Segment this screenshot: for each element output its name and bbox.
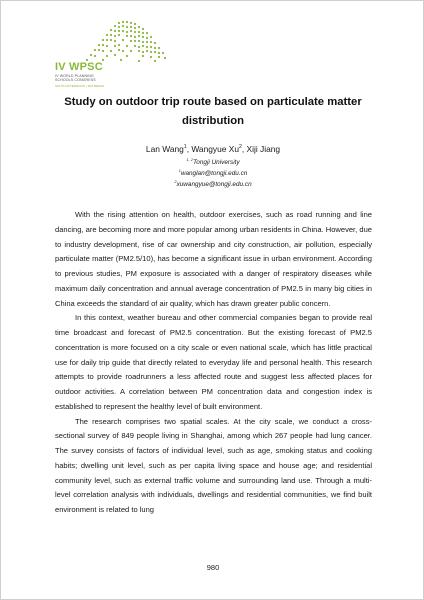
affiliation-superscript: 2 xyxy=(174,178,177,184)
logo-line-2: SCHOOLS CONGRESS xyxy=(55,78,96,82)
author-superscript: 1 xyxy=(183,144,187,151)
affiliation-email-2 xyxy=(61,180,365,189)
logo-wordmark: IV WPSC xyxy=(55,61,103,73)
author-list: Lan Wang$^1$, Wangyue Xu$^2$, Xiji Jiang xyxy=(145,144,281,154)
author-name: Xiji Jiang xyxy=(246,144,281,154)
body-paragraph: The research comprises two spatial scales. At the city scale, we conduct a cross-sectional survey of 849 people living in Shanghai, among which 267 people had lung cancer. The survey consists of factors of individual level, such as age, smoking status and cooking habits; dwelling unit level, such as per capita living space and house age; and residential community level, such as external traffic volume and surrounding land use. Through a multi-level correlation analysis with individuals, dwellings and residential communities, we find built environment is related to lung xyxy=(55,416,372,514)
email-address: wanglan@tongji.edu.cn xyxy=(180,170,248,177)
body-paragraph: With the rising attention on health, outdoor exercises, such as road running and line dancing, are becoming more and more popular among urban residents in China. However, due to industry development, rise of car ownership and city construction, air pollution, especially particulate matter (PM2.5/10), has become a significant issue in urban environment. According to previous studies, PM exposure is associated with a danger of respiratory diseases while maximum daily concentration and annual average concentration of PM2.5 in many big cities in China exceeds the standard of air quality, which has drawn greater public concern. xyxy=(55,210,372,308)
paper-title: Study on outdoor trip route based on particulate matter distribution xyxy=(64,96,362,127)
affiliation-superscript: 1 xyxy=(178,167,181,173)
author-name: Lan Wang xyxy=(145,144,184,154)
author-superscript: 2 xyxy=(238,144,242,151)
author-name: Wangyue Xu xyxy=(191,144,239,154)
logo-line-1: IV WORLD PLANNING xyxy=(55,74,94,78)
affiliation-email-1 xyxy=(61,169,365,178)
institution-name: Tongji University xyxy=(192,159,240,166)
body-paragraph: In this context, weather bureau and other commercial companies began to provide real time broadcast and forecast of PM2.5 concentration. But the existing forecast of PM2.5 concentration is more focused on a city scale or even national scale, which has little practical use for daily trip guide that directly related to everyday life and personal health. This research attempts to provide roadrunners a less affected route and suggest less affected places for outdoor activities. A correlation between PM concentration data and congestion index is established to represent the healthy level of built environment. xyxy=(55,313,372,411)
congress-logo xyxy=(55,19,175,91)
affiliation-superscript: 1, 2 xyxy=(186,156,193,162)
globe-icon xyxy=(55,19,175,63)
logo-tagline: SOUTH AFTERNOON • RIO BRASIL xyxy=(55,84,105,88)
abstract-body xyxy=(55,208,372,518)
affiliation-institution xyxy=(61,158,365,167)
email-address: xuwangyue@tongji.edu.cn xyxy=(176,181,252,188)
page-number: 980 xyxy=(206,563,220,572)
